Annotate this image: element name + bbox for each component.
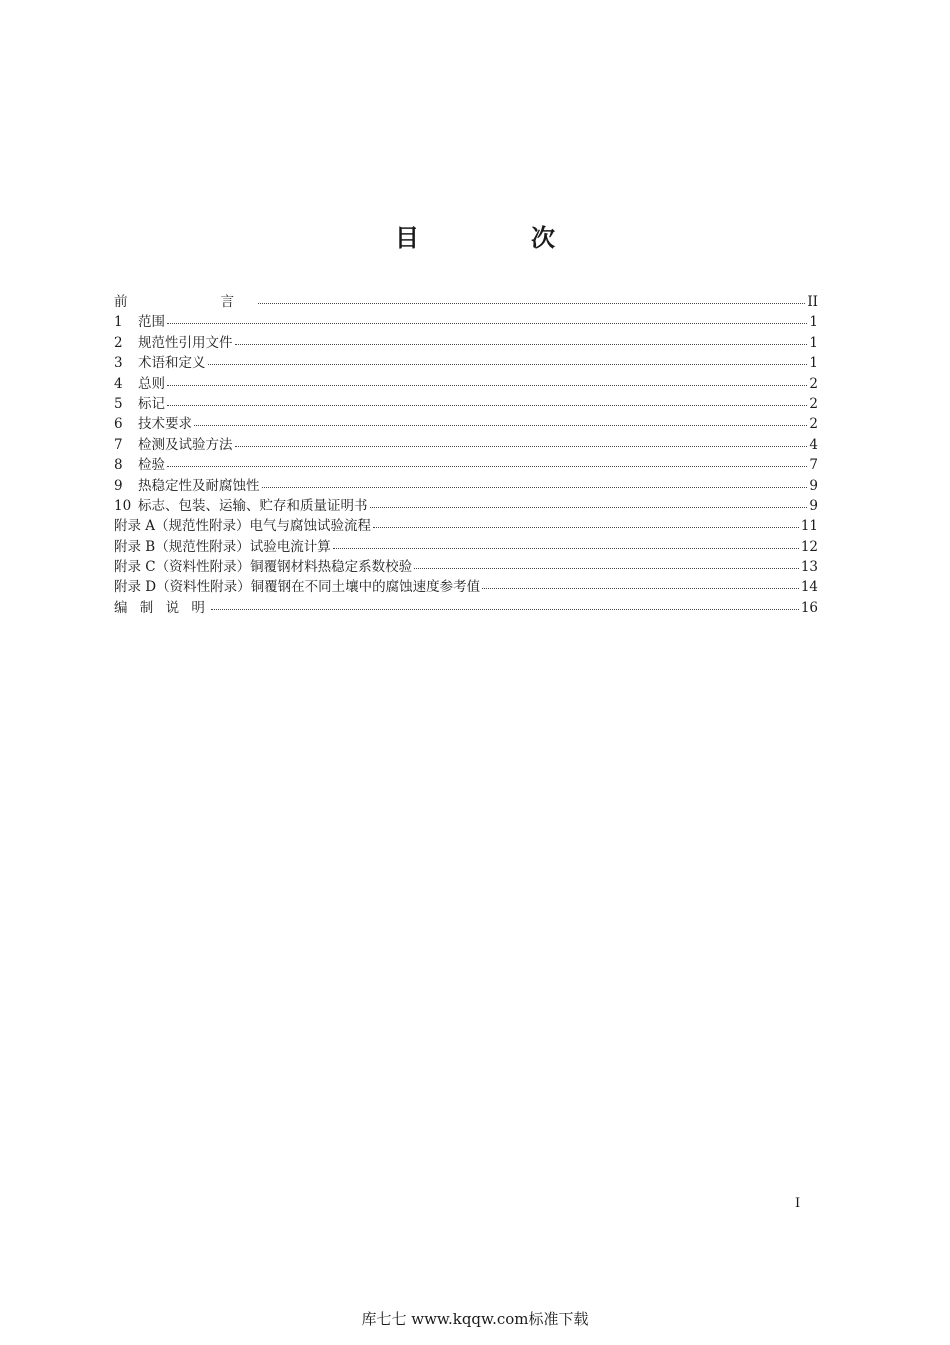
toc-leader-dots — [482, 577, 799, 591]
toc-number: 7 — [114, 436, 123, 453]
toc-row-7[interactable] — [114, 435, 818, 455]
toc-number: 8 — [114, 457, 123, 474]
toc-number: 5 — [114, 395, 123, 412]
toc-leader-dots — [211, 598, 799, 612]
toc-leader-dots — [370, 496, 808, 510]
toc-page: 9 — [809, 497, 818, 514]
toc-row-appendix-c[interactable] — [114, 557, 818, 577]
toc-number: 2 — [114, 334, 123, 351]
toc-page: II — [807, 294, 818, 310]
toc-label: 范围 — [138, 314, 165, 331]
toc-leader-dots — [235, 435, 808, 449]
toc-row-1[interactable] — [114, 312, 818, 332]
toc-leader-dots — [194, 414, 807, 428]
toc-label: 总则 — [138, 375, 165, 392]
toc-number: 3 — [114, 355, 123, 372]
toc-page: 4 — [809, 436, 818, 453]
toc-leader-dots — [167, 374, 807, 388]
toc-label: 前 言 — [114, 294, 256, 310]
toc-label: 附录 D（资料性附录）铜覆钢在不同土壤中的腐蚀速度参考值 — [114, 579, 481, 596]
toc-label: 附录 B（规范性附录）试验电流计算 — [114, 538, 331, 555]
toc-row-appendix-d[interactable] — [114, 577, 818, 597]
toc-leader-dots — [235, 333, 808, 347]
toc-page: 2 — [809, 375, 818, 392]
toc-row-appendix-b[interactable] — [114, 537, 818, 557]
toc-leader-dots — [262, 476, 808, 490]
toc-leader-dots — [258, 292, 805, 306]
toc-label: 编 制 说 明 — [114, 599, 209, 616]
toc-row-8[interactable] — [114, 455, 818, 475]
toc-label: 热稳定性及耐腐蚀性 — [138, 477, 260, 494]
toc-row-4[interactable] — [114, 374, 818, 394]
page-number: I — [795, 1196, 801, 1211]
toc-label: 标志、包装、运输、贮存和质量证明书 — [138, 497, 368, 514]
toc-row-preface[interactable] — [114, 292, 818, 312]
toc-page: 1 — [809, 314, 818, 331]
toc-number: 10 — [114, 497, 132, 514]
toc-leader-dots — [208, 353, 808, 367]
toc-page: 2 — [809, 395, 818, 412]
toc-leader-dots — [373, 516, 799, 530]
toc-leader-dots — [414, 557, 799, 571]
toc-leader-dots — [333, 537, 799, 551]
toc-label: 检验 — [138, 457, 165, 474]
toc-label: 附录 A（规范性附录）电气与腐蚀试验流程 — [114, 518, 372, 535]
toc-leader-dots — [167, 312, 807, 326]
toc-number: 9 — [114, 477, 123, 494]
toc-number: 4 — [114, 375, 123, 392]
toc-row-appendix-a[interactable] — [114, 516, 818, 536]
toc-page: 7 — [809, 457, 818, 474]
toc-label: 技术要求 — [138, 416, 192, 433]
toc-leader-dots — [167, 394, 807, 408]
toc-row-3[interactable] — [114, 353, 818, 373]
table-of-contents — [114, 292, 818, 618]
toc-number: 1 — [114, 314, 123, 331]
toc-page: 12 — [800, 538, 818, 555]
footer-watermark-text: 库七七 www.kqqw.com标准下载 — [361, 1310, 589, 1328]
toc-row-9[interactable] — [114, 476, 818, 496]
toc-label: 规范性引用文件 — [138, 334, 233, 351]
toc-row-10[interactable] — [114, 496, 818, 516]
toc-label: 附录 C（资料性附录）铜覆钢材料热稳定系数校验 — [114, 559, 413, 576]
toc-row-5[interactable] — [114, 394, 818, 414]
toc-page: 13 — [800, 559, 818, 576]
toc-page: 11 — [800, 518, 818, 535]
toc-label: 术语和定义 — [138, 355, 206, 372]
toc-page: 9 — [809, 477, 818, 494]
toc-page: 1 — [809, 355, 818, 372]
toc-label: 标记 — [138, 395, 165, 412]
toc-label: 检测及试验方法 — [138, 436, 233, 453]
page-title: 目 次 — [395, 224, 599, 252]
toc-page: 16 — [800, 599, 818, 616]
toc-leader-dots — [167, 455, 807, 469]
toc-row-compilation-notes[interactable] — [114, 598, 818, 618]
toc-row-6[interactable] — [114, 414, 818, 434]
toc-number: 6 — [114, 416, 123, 433]
toc-row-2[interactable] — [114, 333, 818, 353]
toc-page: 1 — [809, 334, 818, 351]
toc-page: 14 — [800, 579, 818, 596]
toc-page: 2 — [809, 416, 818, 433]
